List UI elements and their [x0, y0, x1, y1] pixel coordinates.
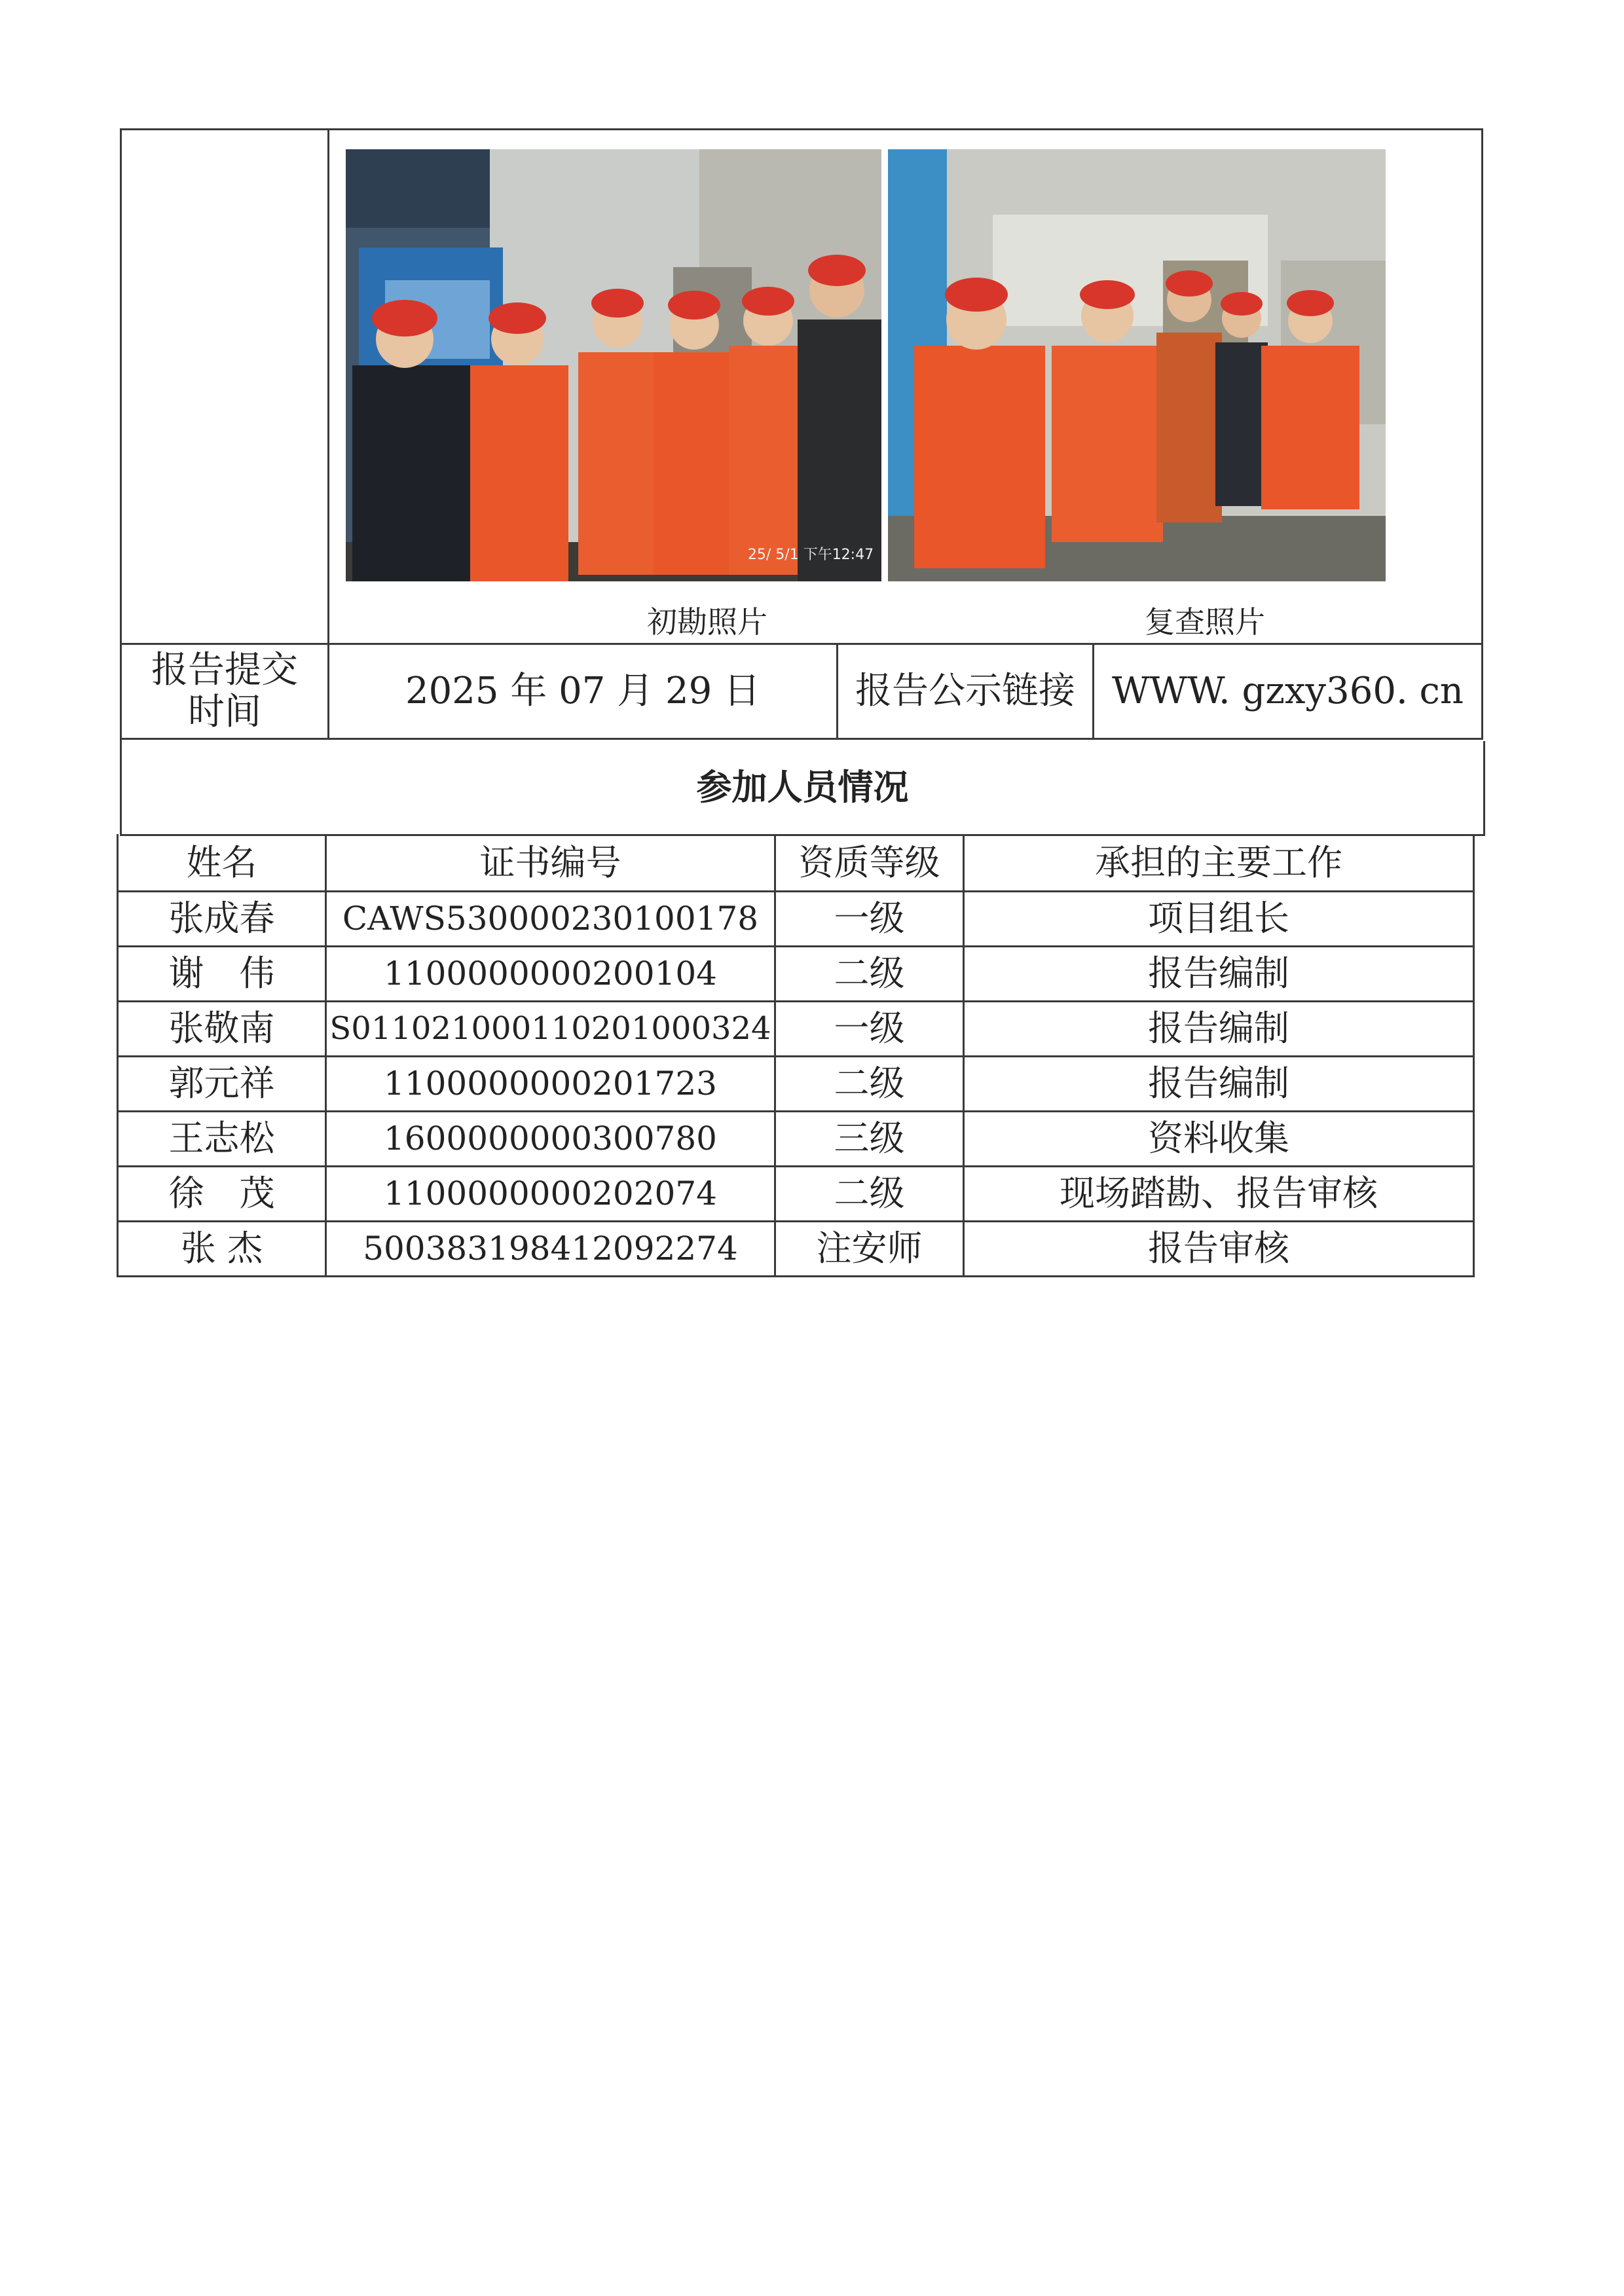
participant-level: 三级 — [834, 1118, 905, 1159]
participants-section-title: 参加人员情况 — [696, 766, 909, 808]
participant-cert: CAWS530000230100178 — [342, 899, 759, 938]
participant-level: 二级 — [834, 953, 905, 994]
review-photo-caption: 复查照片 — [1145, 604, 1265, 640]
participant-level: 一级 — [834, 898, 905, 939]
participant-cert: 1100000000202074 — [384, 1174, 717, 1212]
report-link-label: 报告公示链接 — [855, 669, 1075, 712]
participant-cert: 1600000000300780 — [384, 1119, 717, 1157]
participant-work: 报告编制 — [1148, 1063, 1289, 1104]
participant-cert: 1100000000200104 — [384, 954, 717, 993]
participant-cert: S011021000110201000324 — [329, 1010, 771, 1047]
col-header-cert: 证书编号 — [479, 842, 621, 884]
participant-name: 张 杰 — [180, 1228, 263, 1269]
initial-survey-photo — [346, 149, 881, 581]
participant-level: 二级 — [834, 1063, 905, 1104]
participant-name: 徐 茂 — [168, 1173, 275, 1214]
participant-work: 资料收集 — [1148, 1118, 1289, 1159]
photo-timestamp: 25/ 5/1 下午12:47 — [747, 547, 874, 564]
participant-name: 郭元祥 — [168, 1063, 275, 1104]
initial-photo-caption: 初勘照片 — [647, 604, 767, 640]
col-header-level: 资质等级 — [798, 842, 940, 884]
participant-name: 张敬南 — [168, 1008, 275, 1049]
participant-work: 项目组长 — [1148, 898, 1289, 939]
participant-name: 谢 伟 — [168, 953, 275, 994]
col-header-work: 承担的主要工作 — [1095, 842, 1342, 884]
submission-label-line2: 时间 — [188, 691, 261, 733]
participant-work: 报告编制 — [1148, 953, 1289, 994]
report-link[interactable]: WWW. gzxy360. cn — [1112, 669, 1464, 712]
participant-work: 现场踏勘、报告审核 — [1060, 1173, 1378, 1214]
participant-cert: 500383198412092274 — [363, 1229, 738, 1267]
participant-work: 报告审核 — [1148, 1228, 1289, 1269]
submission-date: 2025 年 07 月 29 日 — [405, 669, 761, 712]
submission-label-line1: 报告提交 — [151, 648, 298, 691]
participant-level: 一级 — [834, 1008, 905, 1049]
participant-level: 注安师 — [816, 1228, 923, 1269]
participant-level: 二级 — [834, 1173, 905, 1214]
participant-name: 王志松 — [168, 1118, 275, 1159]
participant-work: 报告编制 — [1148, 1008, 1289, 1049]
participant-cert: 1100000000201723 — [384, 1064, 717, 1102]
review-photo — [888, 149, 1386, 581]
participant-name: 张成春 — [168, 898, 275, 939]
col-header-name: 姓名 — [186, 842, 257, 884]
submission-time-label — [122, 645, 327, 738]
